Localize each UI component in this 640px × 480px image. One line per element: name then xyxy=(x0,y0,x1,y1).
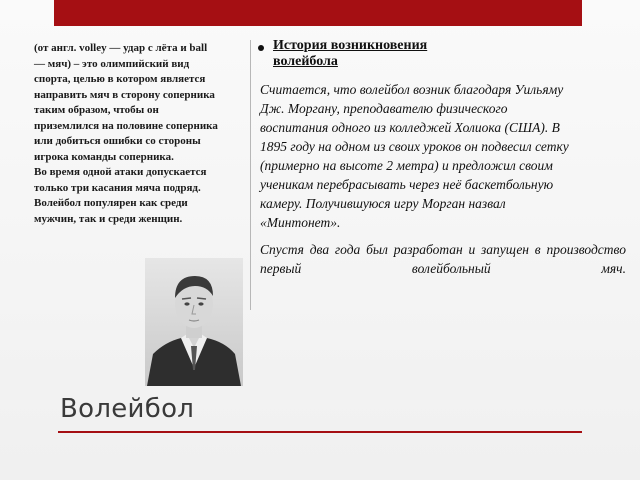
definition-text xyxy=(34,41,220,227)
history-paragraph-1: Считается, что волейбол возник благодаря Уильяму Дж. Моргану, преподавателю физического воспитания одного из колледжей Холиока (США). В 1895 году на одном из своих уроков он подвесил сетку (примерно на высоте 2 метра) и предложил своим ученикам перебрасывать через неё баскетбольную камеру. Получившуюся игру Морган назвал «Минтонет». xyxy=(260,82,569,230)
attack-rule-paragraph: Во время одной атаки допускается только три касания мяча подряд. xyxy=(34,166,207,194)
history-heading-row xyxy=(258,38,626,70)
portrait-image xyxy=(145,258,243,386)
top-accent-bar xyxy=(54,0,582,26)
bullet-icon xyxy=(258,45,264,51)
column-divider xyxy=(250,40,251,310)
portrait-photo xyxy=(145,258,243,386)
history-heading: История возникновения волейбола xyxy=(273,38,428,69)
popularity-paragraph: Волейбол популярен как среди мужчин, так и среди женщин. xyxy=(34,197,188,225)
title-underline xyxy=(58,431,582,433)
slide-title: Волейбол xyxy=(60,394,195,424)
history-section xyxy=(260,38,626,278)
definition-paragraph: (от англ. volley — удар с лёта и ball — мяч) – это олимпийский вид спорта, целью в котором является направить мяч в сторону соперника таким образом, чтобы он приземлился на половине соперника или добиться ошибки со стороны игрока команды соперника. xyxy=(34,42,218,163)
history-paragraph-2: Спустя два года был разработан и запущен в производство первый волейбольный мяч. xyxy=(260,242,626,276)
